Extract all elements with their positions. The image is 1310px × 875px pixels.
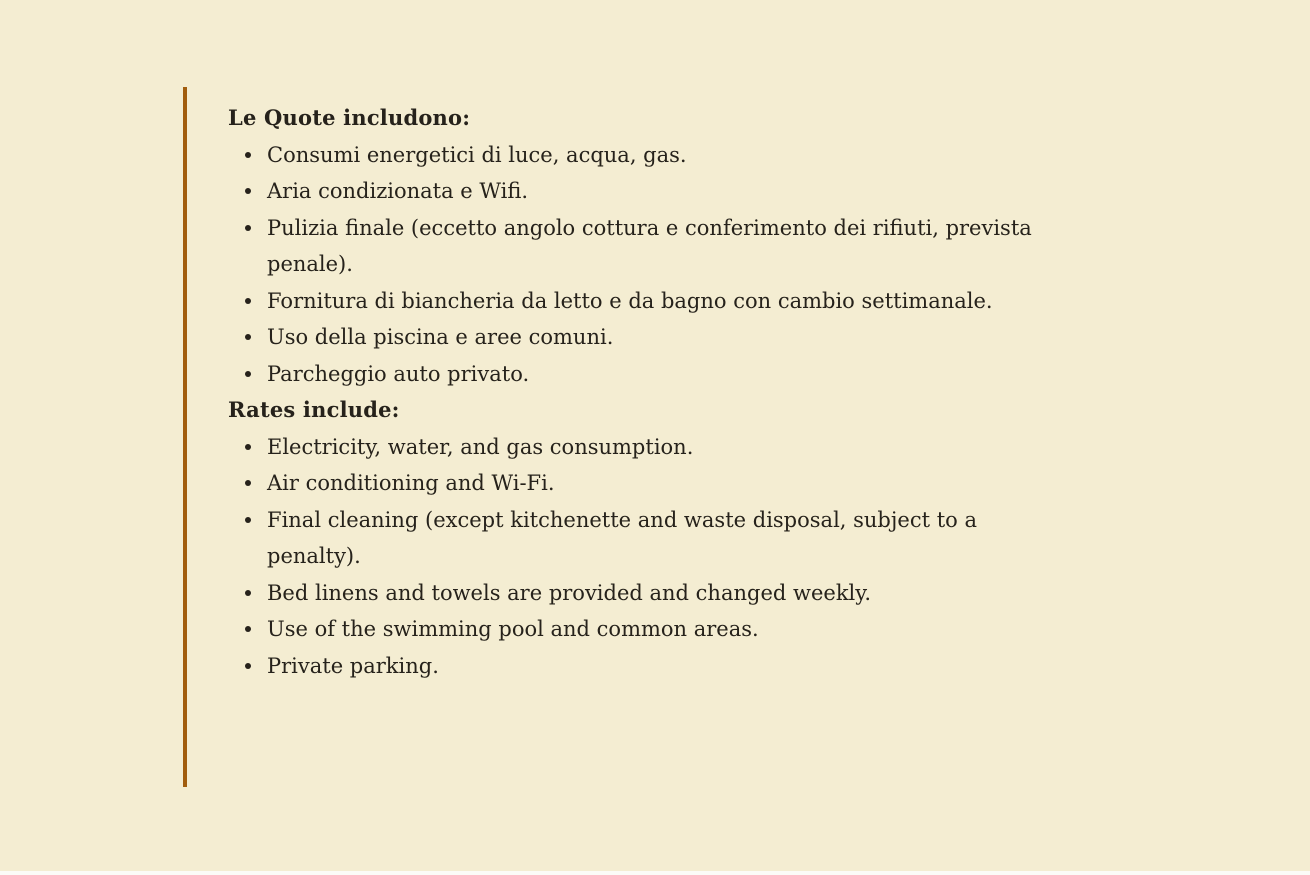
list-item-text: Pulizia finale (eccetto angolo cottura e conferimento dei rifiuti, prevista penale). — [267, 215, 1032, 276]
list-item — [228, 319, 1088, 356]
bullet-icon — [245, 188, 251, 194]
bullet-icon — [245, 626, 251, 632]
list-item-text: Use of the swimming pool and common areas. — [267, 617, 759, 641]
list-item — [228, 210, 1088, 283]
list-item-text: Air conditioning and Wi-Fi. — [267, 471, 555, 495]
list-item-text: Bed linens and towels are provided and changed weekly. — [267, 580, 872, 605]
list-item-text: Aria condizionata e Wifi. — [267, 179, 529, 203]
bullet-icon — [245, 334, 251, 340]
bullet-icon — [245, 663, 251, 669]
bullet-list-english — [228, 429, 1088, 685]
section-heading-english: Rates include: — [228, 397, 400, 422]
bullet-icon — [245, 590, 251, 596]
list-item — [228, 173, 1088, 210]
bullet-icon — [245, 444, 251, 450]
bullet-icon — [245, 480, 251, 486]
list-item — [228, 575, 1088, 612]
left-accent-rule — [183, 87, 187, 787]
list-item — [228, 356, 1088, 393]
bullet-list-italian — [228, 137, 1088, 393]
list-item-text: Electricity, water, and gas consumption. — [267, 434, 694, 459]
list-item — [228, 465, 1088, 502]
list-item-text: Parcheggio auto privato. — [267, 361, 530, 386]
list-item-text: Consumi energetici di luce, acqua, gas. — [267, 142, 687, 167]
list-item — [228, 648, 1088, 685]
list-item — [228, 137, 1088, 174]
content-block — [228, 100, 1088, 684]
bullet-icon — [245, 152, 251, 158]
list-item — [228, 611, 1088, 648]
section-heading-italian: Le Quote includono: — [228, 105, 471, 130]
bullet-icon — [245, 225, 251, 231]
bottom-edge-strip — [0, 871, 1310, 875]
bullet-icon — [245, 298, 251, 304]
list-item — [228, 429, 1088, 466]
list-item — [228, 283, 1088, 320]
list-item-text: Private parking. — [267, 653, 439, 678]
list-item-text: Final cleaning (except kitchenette and waste disposal, subject to a penalty). — [267, 507, 977, 568]
bullet-icon — [245, 517, 251, 523]
list-item — [228, 502, 1088, 575]
list-item-text: Uso della piscina e aree comuni. — [267, 325, 614, 349]
bullet-icon — [245, 371, 251, 377]
list-item-text: Fornitura di biancheria da letto e da bagno con cambio settimanale. — [267, 288, 993, 313]
